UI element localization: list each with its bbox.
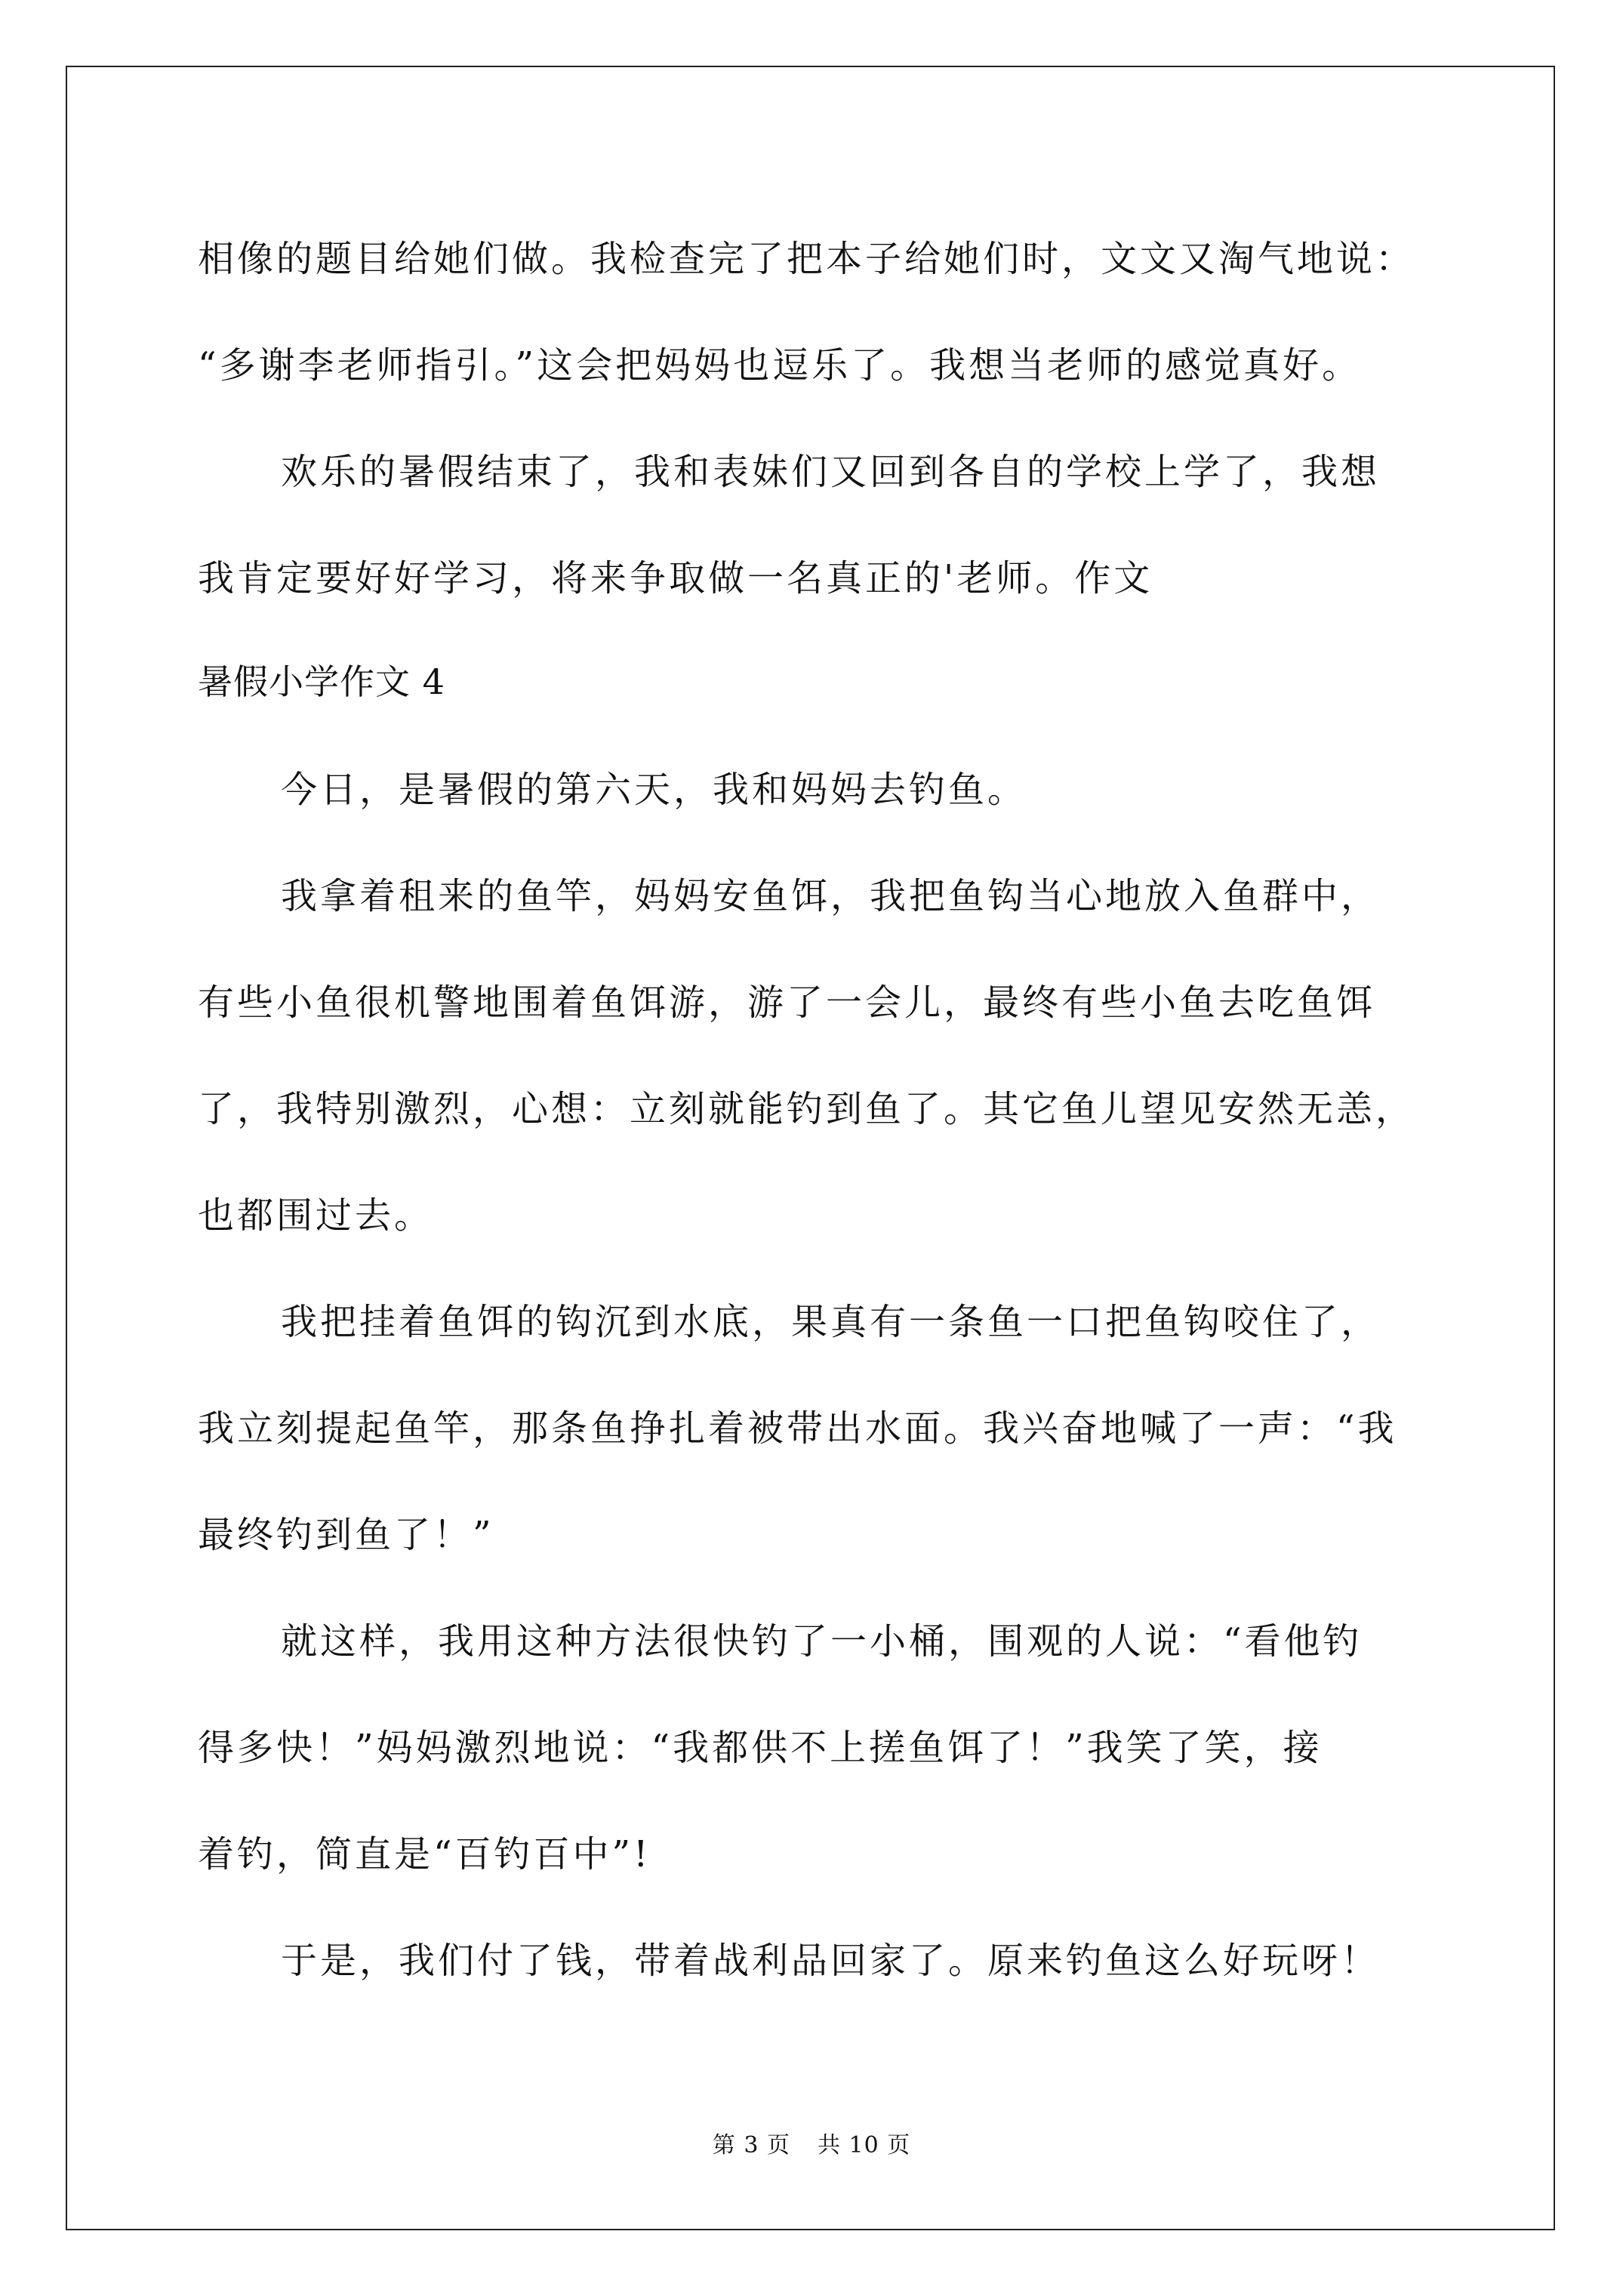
paragraph-first-line: 就这样，我用这种方法很快钓了一小桶，围观的人说：“看他钓 bbox=[281, 1620, 1363, 1663]
body-text-line: 也都围过去。 bbox=[198, 1194, 434, 1237]
page-total: 共 10 页 bbox=[817, 2132, 911, 2159]
paragraph-first-line: 我把挂着鱼饵的钩沉到水底，果真有一条鱼一口把鱼钩咬住了， bbox=[281, 1301, 1381, 1343]
body-text-line: 有些小鱼很机警地围着鱼饵游，游了一会儿，最终有些小鱼去吃鱼饵 bbox=[198, 982, 1376, 1024]
body-text-line: 我立刻提起鱼竿，那条鱼挣扎着被带出水面。我兴奋地喊了一声：“我 bbox=[198, 1407, 1397, 1450]
body-text-line: 最终钓到鱼了！” bbox=[198, 1514, 494, 1556]
body-text-line: 相像的题目给她们做。我检查完了把本子给她们时，文文又淘气地说： bbox=[198, 238, 1415, 280]
body-text-line: 了，我特别激烈，心想：立刻就能钓到鱼了。其它鱼儿望见安然无恙， bbox=[198, 1088, 1415, 1130]
page-footer bbox=[0, 2131, 1623, 2161]
body-text-line: 着钓，简直是“百钓百中”! bbox=[198, 1833, 651, 1875]
page-number: 第 3 页 bbox=[712, 2132, 790, 2159]
page-border bbox=[66, 66, 1555, 2230]
section-heading: 暑假小学作文 4 bbox=[198, 661, 445, 702]
body-text-line: 得多快！”妈妈激烈地说：“我都供不上搓鱼饵了！”我笑了笑，接 bbox=[198, 1727, 1323, 1769]
paragraph-first-line: 今日，是暑假的第六天，我和妈妈去钓鱼。 bbox=[281, 769, 1027, 811]
body-text-line: 我肯定要好好学习，将来争取做一名真正的'老师。作文 bbox=[198, 557, 1153, 599]
paragraph-first-line: 欢乐的暑假结束了，我和表妹们又回到各自的学校上学了，我想 bbox=[281, 451, 1381, 493]
paragraph-first-line: 于是，我们付了钱，带着战利品回家了。原来钓鱼这么好玩呀！ bbox=[281, 1940, 1381, 1982]
body-text-line: “多谢李老师指引。”这会把妈妈也逗乐了。我想当老师的感觉真好。 bbox=[198, 344, 1362, 387]
paragraph-first-line: 我拿着租来的鱼竿，妈妈安鱼饵，我把鱼钩当心地放入鱼群中， bbox=[281, 875, 1381, 917]
